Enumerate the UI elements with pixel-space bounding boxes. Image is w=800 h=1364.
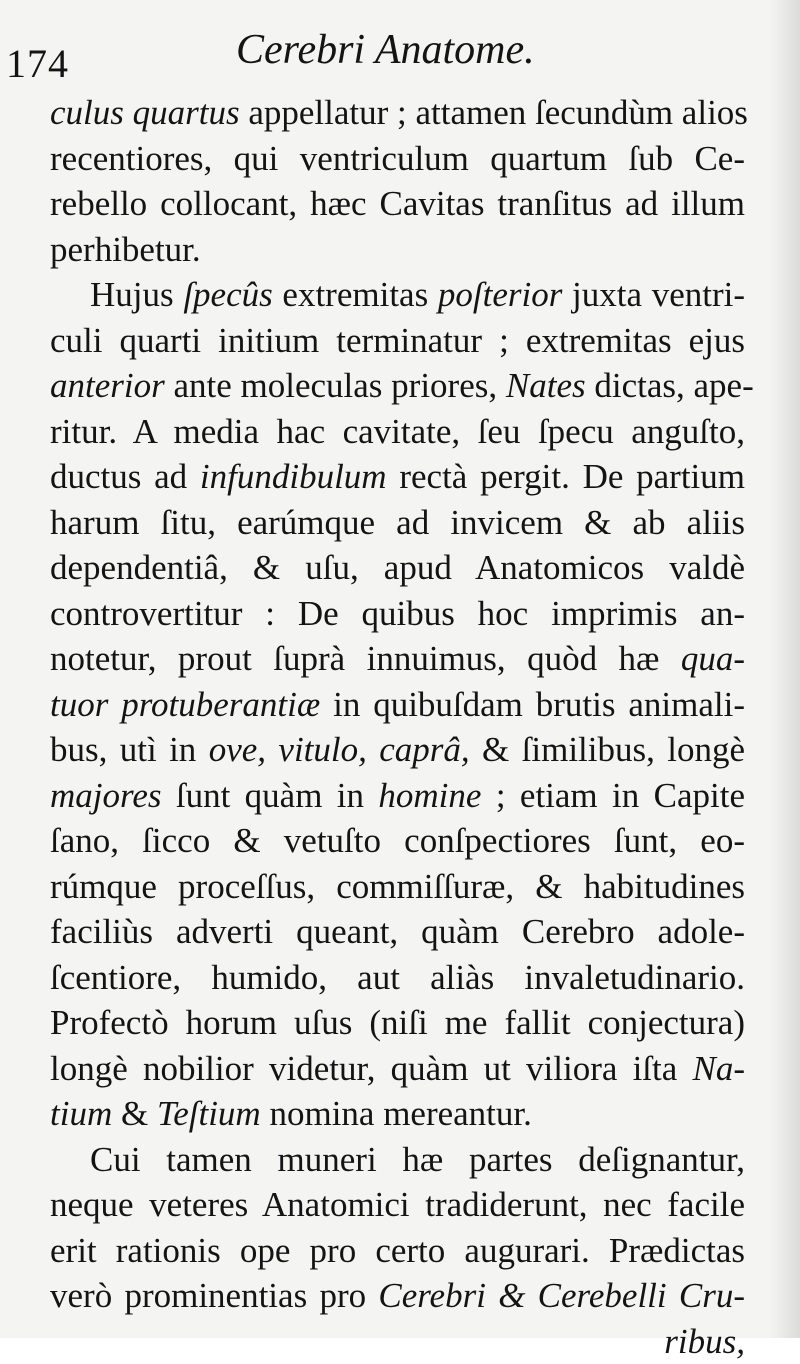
text-run: verò prominentias pro — [50, 1276, 378, 1315]
text-run: culi quarti initium terminatur ; extremitas ejus — [50, 321, 745, 360]
text-line — [50, 227, 745, 273]
text-run: ritur. A media hac cavitate, ſeu ſpecu anguſto, — [50, 412, 745, 451]
text-run: appellatur ; attamen ſecundùm alios — [240, 93, 748, 132]
running-head: Cerebri Anatome. — [236, 28, 535, 72]
text-run: ſunt quàm in — [161, 776, 378, 815]
italic-text: ſpecûs — [183, 275, 272, 314]
text-line — [50, 591, 745, 637]
text-run: erit rationis ope pro certo augurari. Prædictas — [50, 1231, 745, 1270]
text-run: dependentiâ, & uſu, apud Anatomicos valdè — [50, 548, 745, 587]
text-run: longè nobilior videtur, quàm ut viliora iſta — [50, 1049, 693, 1088]
text-line — [50, 545, 745, 591]
text-run: bus, utì in — [50, 730, 209, 769]
text-line — [50, 909, 745, 955]
text-line — [50, 864, 745, 910]
text-run: ; etiam in Capite — [481, 776, 745, 815]
text-line — [50, 955, 745, 1001]
italic-text: qua- — [681, 639, 745, 678]
text-run: ductus ad — [50, 457, 200, 496]
text-line — [50, 136, 745, 182]
italic-text: tuor protuberantiæ — [50, 685, 320, 724]
text-run: Profectò horum uſus (niſi me fallit conjectura) — [50, 1003, 745, 1042]
text-run: & ſimilibus, longè — [470, 730, 745, 769]
text-line — [50, 636, 745, 682]
text-line — [50, 318, 745, 364]
italic-text: Teſtium — [157, 1094, 261, 1133]
text-run: rúmque proceſſus, commiſſuræ, & habitudines — [50, 867, 745, 906]
page-edge-shadow — [770, 0, 800, 1338]
text-run: juxta ventri- — [562, 275, 745, 314]
italic-text: infundibulum — [200, 457, 387, 496]
text-run: ante moleculas priores, — [165, 366, 506, 405]
text-line — [50, 1273, 745, 1319]
text-line — [50, 1182, 745, 1228]
text-run: notetur, prout ſuprà innuimus, quòd hæ — [50, 639, 681, 678]
italic-text: tium — [50, 1094, 112, 1133]
text-run: controvertitur : De quibus hoc imprimis an- — [50, 594, 745, 633]
text-run: dictas, ape- — [586, 366, 754, 405]
italic-text: ribus, — [664, 1322, 745, 1361]
text-run: ſcentiore, humido, aut aliàs invaletudinario. — [50, 958, 745, 997]
text-run: & — [112, 1094, 157, 1133]
text-line — [50, 90, 745, 136]
text-run: in quibuſdam brutis animali- — [320, 685, 745, 724]
text-line — [50, 727, 745, 773]
text-run: perhibetur. — [50, 230, 201, 269]
text-run: Hujus — [90, 275, 183, 314]
text-line — [50, 818, 745, 864]
page-header — [0, 22, 800, 92]
text-line — [50, 500, 745, 546]
text-run: ſano, ſicco & vetuſto conſpectiores ſunt, eo- — [50, 821, 745, 860]
page-number: 174 — [6, 44, 69, 84]
text-line — [50, 1091, 745, 1137]
text-run: nomina mereantur. — [261, 1094, 532, 1133]
text-line — [50, 272, 745, 318]
text-line — [50, 409, 745, 455]
text-run: Cui tamen muneri hæ partes deſignantur, — [90, 1140, 745, 1179]
text-line — [50, 682, 745, 728]
italic-text: Na- — [693, 1049, 746, 1088]
italic-text: poſterior — [438, 275, 562, 314]
text-run: harum ſitu, earúmque ad invicem & ab aliis — [50, 503, 745, 542]
italic-text: homine — [378, 776, 481, 815]
text-line — [50, 454, 745, 500]
text-line — [50, 1137, 745, 1183]
text-run: rebello collocant, hæc Cavitas tranſitus ad illum — [50, 184, 745, 223]
text-line — [50, 773, 745, 819]
text-run: extremitas — [273, 275, 438, 314]
italic-text: majores — [50, 776, 161, 815]
text-run: faciliùs adverti queant, quàm Cerebro adole- — [50, 912, 745, 951]
italic-text: culus quartus — [50, 93, 240, 132]
text-line — [50, 363, 745, 409]
body-text — [50, 90, 745, 1364]
italic-text: anterior — [50, 366, 165, 405]
text-line — [50, 181, 745, 227]
italic-text: ove, vitulo, caprâ, — [209, 730, 470, 769]
text-line — [50, 1046, 745, 1092]
text-run: recentiores, qui ventriculum quartum ſub Ce- — [50, 139, 745, 178]
text-line — [50, 1000, 745, 1046]
italic-text: Nates — [506, 366, 586, 405]
text-run: neque veteres Anatomici tradiderunt, nec facile — [50, 1185, 745, 1224]
italic-text: Cerebri & Cerebelli Cru- — [378, 1276, 745, 1315]
text-run: rectà pergit. De partium — [387, 457, 745, 496]
text-line — [50, 1319, 745, 1364]
text-line — [50, 1228, 745, 1274]
